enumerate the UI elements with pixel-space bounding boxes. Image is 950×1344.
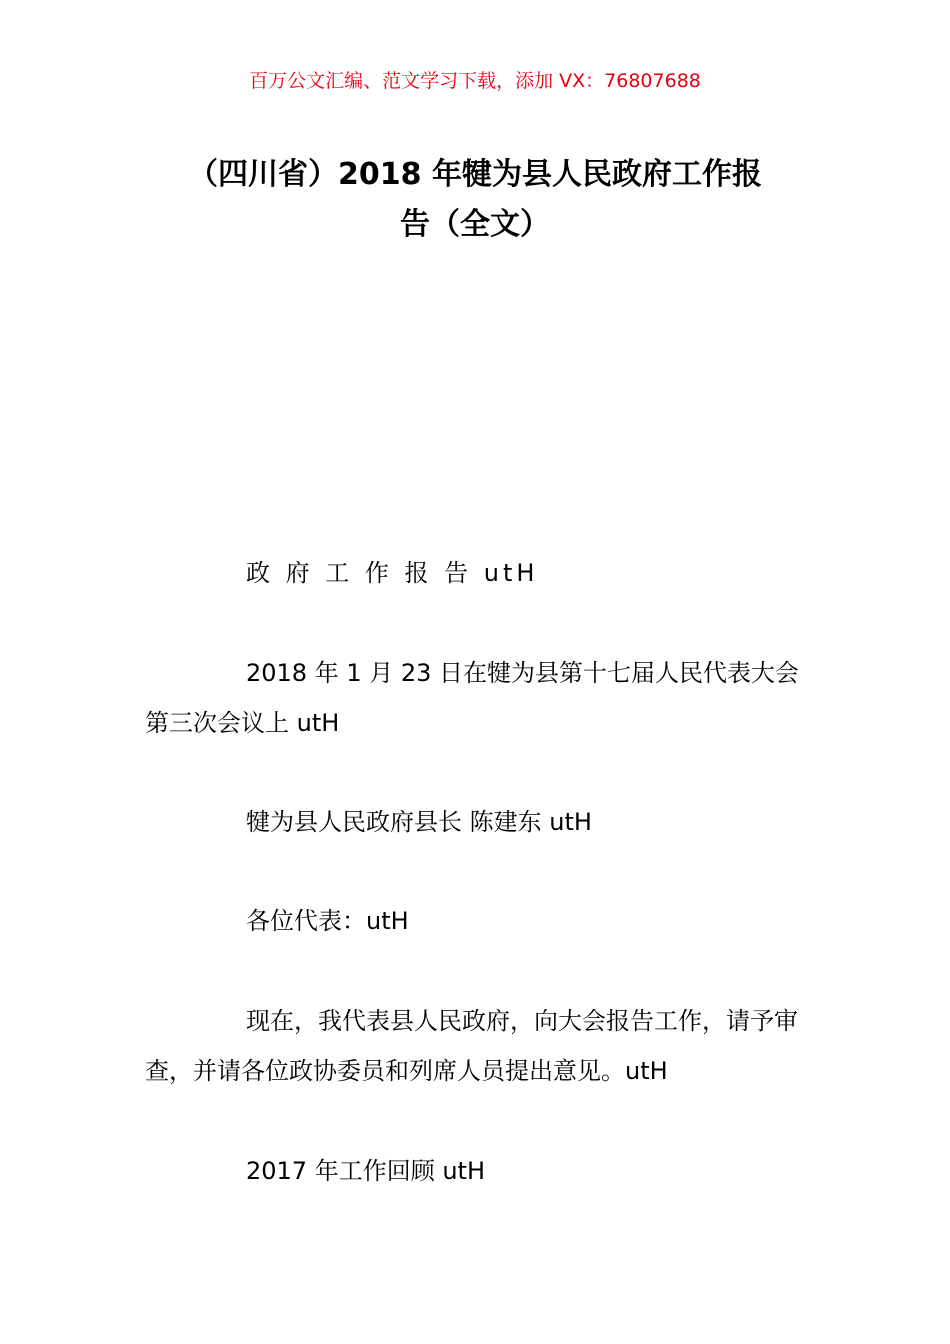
intro-paragraph: 现在，我代表县人民政府，向大会报告工作，请予审查，并请各位政协委员和列席人员提出意见。utH <box>145 1007 798 1085</box>
title-line-1: （四川省）2018 年犍为县人民政府工作报 <box>188 157 762 192</box>
watermark-header-note: 百万公文汇编、范文学习下载，添加 VX：76807688 <box>249 70 701 92</box>
title-line-2: 告（全文） <box>400 207 550 242</box>
section-heading-review: 2017 年工作回顾 utH <box>246 1157 486 1185</box>
meeting-info-paragraph: 2018 年 1 月 23 日在犍为县第十七届人民代表大会第三次会议上 utH <box>145 659 800 737</box>
document-title <box>140 150 810 250</box>
speaker-line: 犍为县人民政府县长 陈建东 utH <box>246 808 592 836</box>
report-heading: 政 府 工 作 报 告 utH <box>246 559 539 587</box>
salutation-line: 各位代表：utH <box>246 907 409 935</box>
